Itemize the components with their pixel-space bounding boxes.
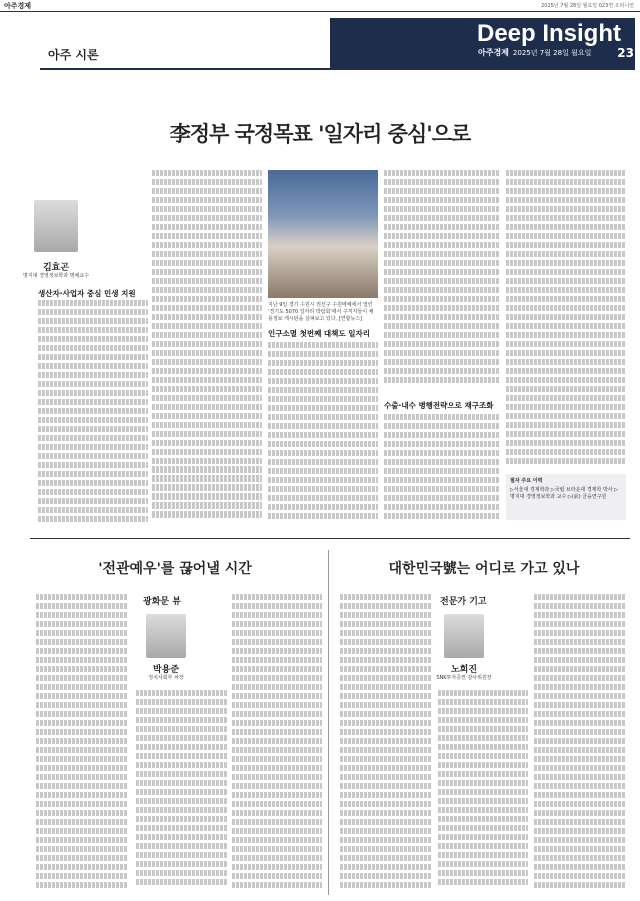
banner-title: Deep Insight bbox=[476, 20, 621, 47]
subhead-1: 생산자·사업자 중심 민생 지원 bbox=[38, 289, 136, 298]
right-col-3 bbox=[534, 594, 626, 894]
note-title: 필자 주요 이력 bbox=[510, 478, 543, 484]
top-bar bbox=[0, 0, 640, 10]
author-photo bbox=[34, 200, 78, 252]
issue-info: 2025년 7월 28일 월요일 023면 오피니언 bbox=[541, 3, 634, 9]
subhead-3: 수출·내수 병행전략으로 재구조화 bbox=[384, 401, 494, 410]
banner-paper-date bbox=[478, 47, 591, 58]
caption-text: 지난 9일 경기 수원시 권선구 수원메쎄에서 열린 '경기도 5070 일자리 박람회'에서 구직자들이 채용정보 게시판을 살펴보고 있다. bbox=[268, 302, 374, 322]
deep-insight-banner bbox=[330, 18, 635, 68]
section-divider bbox=[30, 538, 630, 539]
body-col-5 bbox=[384, 414, 500, 526]
main-headline: 李정부 국정목표 '일자리 중심'으로 bbox=[169, 121, 471, 146]
right-author-photo bbox=[444, 614, 484, 658]
note-body: ▷서울대 경제학과 ▷국립 브라운대 경제학 박사 ▷명지대 경영정보학과 교수 ▷(前) 금융연구원 bbox=[510, 487, 619, 500]
body-col-3 bbox=[268, 342, 378, 526]
right-author-name: 노희진 bbox=[450, 665, 478, 675]
right-headline: 대한민국號는 어디로 가고 있나 bbox=[388, 561, 580, 577]
page-number: 23 bbox=[617, 46, 634, 60]
author-name: 김효곤 bbox=[42, 263, 70, 273]
left-author-name: 박용준 bbox=[152, 665, 180, 675]
banner-rule bbox=[40, 68, 635, 70]
banner-paper: 아주경제 bbox=[478, 48, 509, 57]
author-note-box bbox=[506, 474, 626, 520]
left-column-label: 광화문 뷰 bbox=[143, 597, 181, 607]
subhead-2: 인구소멸 첫번째 대책도 일자리 bbox=[268, 329, 371, 338]
left-author-title: 정치사회부 차장 bbox=[148, 675, 184, 681]
body-col-1 bbox=[38, 300, 148, 526]
body-col-4 bbox=[384, 170, 500, 392]
news-photo bbox=[268, 170, 378, 298]
column-divider bbox=[328, 550, 329, 895]
left-headline: '전관예우'를 끊어낼 시간 bbox=[98, 561, 252, 577]
body-col-6 bbox=[506, 170, 626, 470]
left-col-2 bbox=[136, 690, 228, 894]
body-col-2 bbox=[152, 170, 262, 526]
top-rule bbox=[0, 11, 640, 12]
photo-caption bbox=[268, 302, 378, 323]
author-title: 명지대 경영정보학과 명예교수 bbox=[23, 273, 89, 279]
right-author-title: SNK투자증권 감사위원장 bbox=[436, 675, 492, 681]
right-col-2 bbox=[438, 690, 528, 894]
masthead-logo: 아주경제 bbox=[4, 2, 32, 10]
caption-credit: [연합뉴스] bbox=[338, 316, 362, 322]
section-label: 아주 시론 bbox=[48, 48, 99, 62]
left-col-1 bbox=[36, 594, 128, 894]
left-col-3 bbox=[232, 594, 322, 894]
banner-date: 2025년 7월 28일 월요일 bbox=[512, 49, 592, 57]
right-column-label: 전문가 기고 bbox=[440, 597, 487, 607]
right-col-1 bbox=[340, 594, 432, 894]
left-author-photo bbox=[146, 614, 186, 658]
